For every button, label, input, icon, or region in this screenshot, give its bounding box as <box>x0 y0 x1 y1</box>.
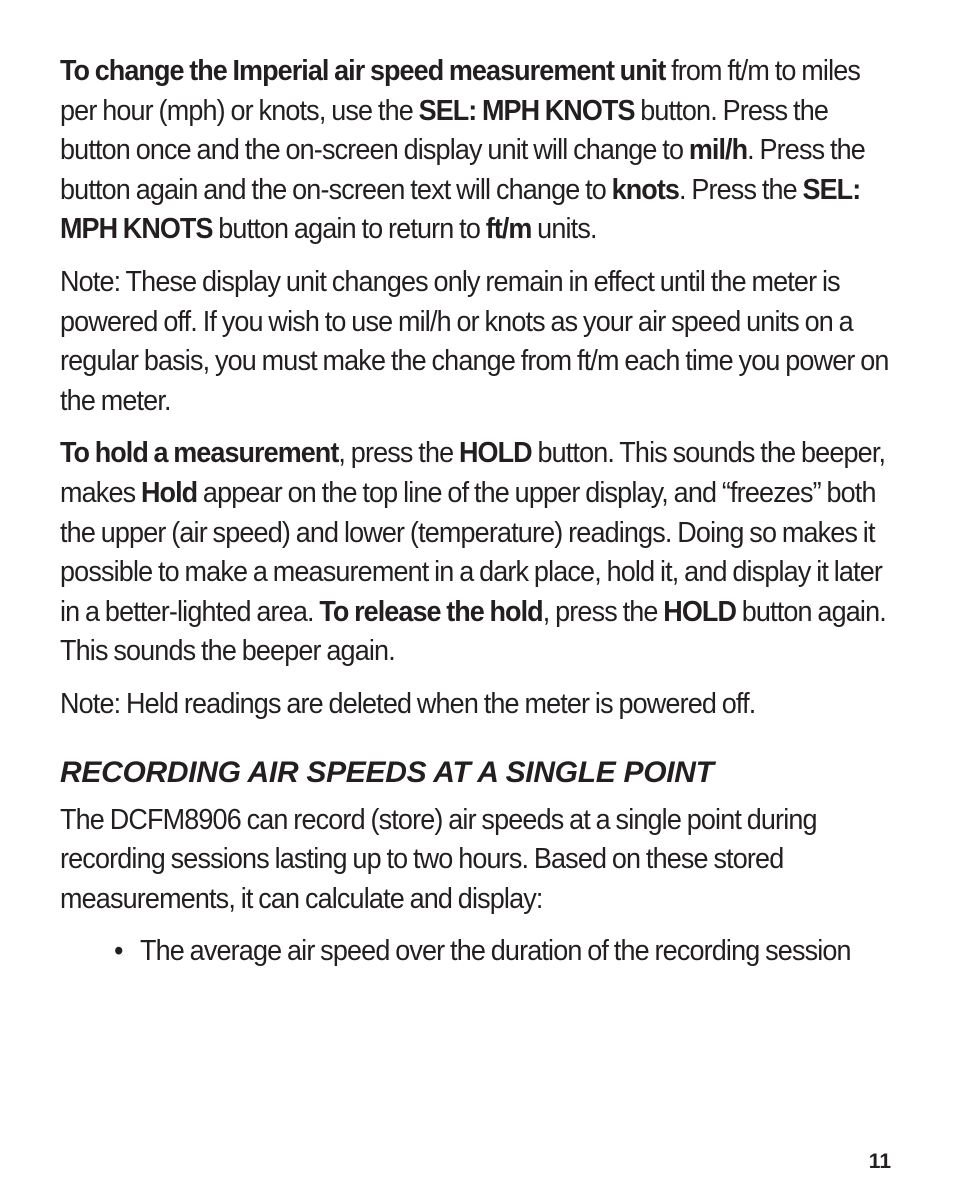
body-text: appear on the top line of the upper display, and “freezes” both the upper (air speed) and lower (temperature) readings. Doing so makes it possible to make a measurement in a dark place, hold it, and display it later in a better-lighted area. <box>60 476 883 628</box>
paragraph-note-held-readings <box>60 685 900 725</box>
bold-text: HOLD <box>663 595 737 628</box>
paragraph-change-units <box>60 52 900 250</box>
paragraph-hold-measurement <box>60 434 900 672</box>
bold-text: Hold <box>140 476 198 509</box>
body-text: , press the <box>542 595 664 628</box>
bold-text: To change the Imperial air speed measurement unit <box>60 55 666 87</box>
body-text: button again. This sounds the beeper again. <box>60 595 886 668</box>
body-text: Note: Held readings are deleted when the meter is powered off. <box>60 687 756 720</box>
body-text: from ft/m to miles per hour (mph) or knots, use the <box>60 55 861 127</box>
bold-text: SEL: MPH KNOTS <box>60 173 861 246</box>
body-text: button again to return to <box>212 213 486 246</box>
section-heading: RECORDING AIR SPEEDS AT A SINGLE POINT <box>60 755 714 789</box>
list-item-text: The average air speed over the duration of the recording session <box>139 935 851 968</box>
list-item <box>60 932 954 972</box>
bold-text: SEL: MPH KNOTS <box>418 94 635 127</box>
bullet-marker: • <box>113 935 123 968</box>
body-text: , press the <box>338 437 460 470</box>
bold-text: mil/h <box>688 134 748 167</box>
bullet-list <box>60 932 900 972</box>
paragraph-note-units <box>60 263 900 421</box>
body-text: . Press the button again and the on-screen text will change to <box>60 134 865 206</box>
body-text: button. This sounds the beeper, makes <box>60 437 886 509</box>
bold-text: ft/m <box>485 213 532 246</box>
page-number: 11 <box>868 1150 891 1173</box>
bold-text: To release the hold <box>319 595 543 628</box>
bold-text: knots <box>611 173 679 206</box>
body-text: units. <box>531 213 597 246</box>
manual-page <box>60 52 900 985</box>
body-text: The DCFM8906 can record (store) air speeds at a single point during recording sessions lasting up to two hours. Based on these stored measurements, it can calculate and display: <box>60 803 817 915</box>
bold-text: HOLD <box>459 437 532 470</box>
paragraph-recording-intro <box>60 801 900 920</box>
body-text: button. Press the button once and the on-screen display unit will change to <box>60 94 829 167</box>
body-text: . Press the <box>678 173 803 206</box>
bold-text: To hold a measurement <box>60 437 339 470</box>
body-text: Note: These display unit changes only remain in effect until the meter is powered off. If you wish to use mil/h or knots as your air speed units on a regular basis, you must make the change from ft/m each time you power on the meter. <box>60 265 889 417</box>
